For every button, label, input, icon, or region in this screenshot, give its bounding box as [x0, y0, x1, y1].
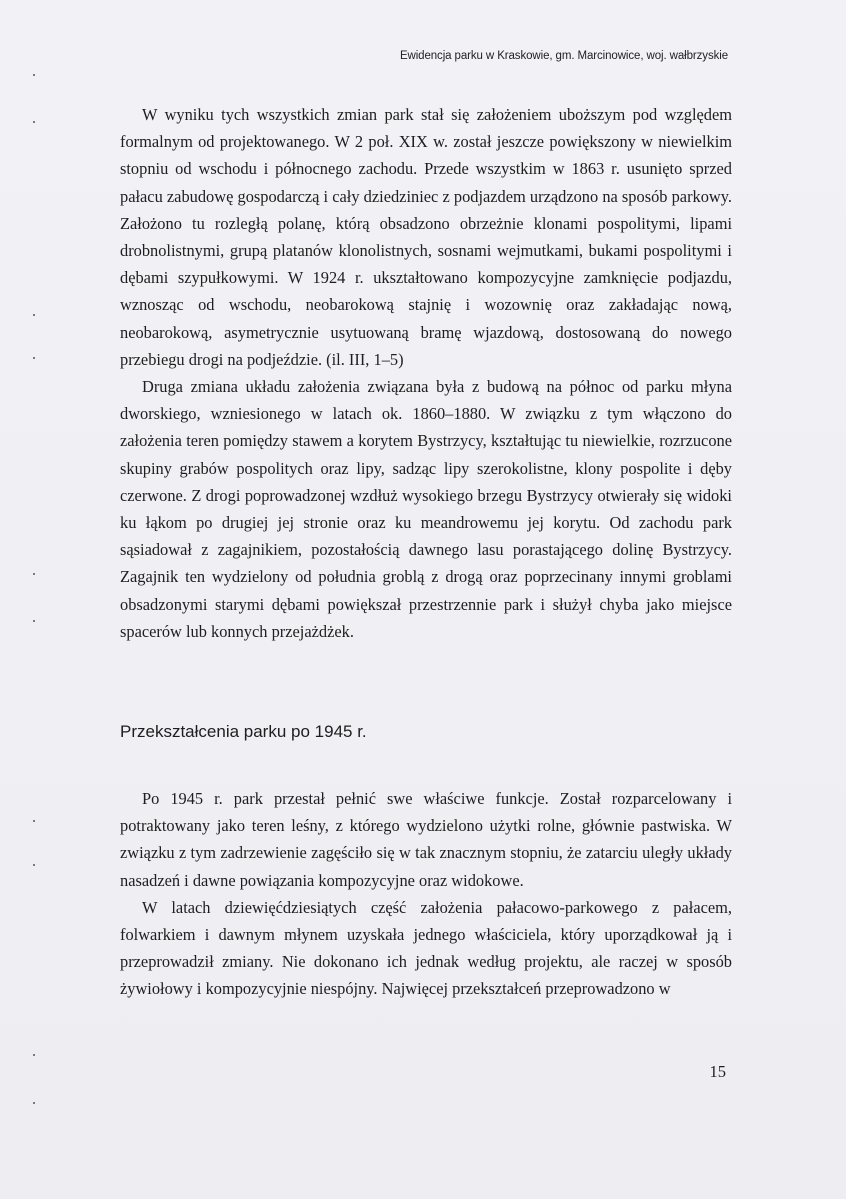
- body-text-section-2: [120, 785, 732, 1003]
- scan-speck: [33, 820, 35, 822]
- section-heading: Przekształcenia parku po 1945 r.: [120, 722, 367, 741]
- scan-speck: [33, 1102, 35, 1104]
- scan-speck: [33, 864, 35, 866]
- scan-speck: [33, 620, 35, 622]
- scan-speck: [33, 573, 35, 575]
- running-header: Ewidencja parku w Kraskowie, gm. Marcinowice, woj. wałbrzyskie: [399, 50, 728, 62]
- body-text-section-1: [120, 101, 732, 645]
- scan-speck: [33, 121, 35, 123]
- paragraph: W latach dziewięćdziesiątych część założenia pałacowo-parkowego z pałacem, folwarkiem i dawnym młynem uzyskała jednego właściciela, który uporządkował ją i przeprowadził zmiany. Nie dokonano ich jednak według projektu, ale raczej w sposób żywiołowy i kompozycyjnie niespójny. Najwięcej przekształceń przeprowadzono w: [120, 897, 732, 999]
- paragraph: Druga zmiana układu założenia związana była z budową na północ od parku młyna dworskiego, wzniesionego w latach ok. 1860–1880. W związku z tym włączono do założenia teren pomiędzy stawem a korytem Bystrzycy, kształtując tu niewielkie, rozrzucone skupiny grabów pospolitych oraz lipy, sadząc lipy szerokolistne, klony pospolite i dęby czerwone. Z drogi poprowadzonej wzdłuż wysokiego brzegu Bystrzycy otwierały się widoki ku łąkom po drugiej jej stronie oraz ku meandrowemu jej korytu. Od zachodu park sąsiadował z zagajnikiem, pozostałością dawnego lasu porastającego dolinę Bystrzycy. Zagajnik ten wydzielony od południa groblą z drogą oraz poprzecinany innymi groblami obsadzonymi starymi dębami powiększał przestrzennie park i służył chyba jako miejsce spacerów lub konnych przejażdżek.: [120, 377, 732, 641]
- paragraph: Po 1945 r. park przestał pełnić swe właściwe funkcje. Został rozparcelowany i potraktowany jako teren leśny, z którego wydzielono użytki rolne, głównie pastwiska. W związku z tym zadrzewienie zagęściło się w tak znacznym stopniu, że zatarciu uległy układy nasadzeń i dawne powiązania kompozycyjne oraz widokowe.: [120, 789, 732, 890]
- page-number: 15: [709, 1062, 726, 1081]
- scan-speck: [33, 314, 35, 316]
- paragraph: W wyniku tych wszystkich zmian park stał się założeniem uboższym pod względem formalnym od projektowanego. W 2 poł. XIX w. został jeszcze powiększony w niewielkim stopniu od wschodu i północnego zachodu. Przede wszystkim w 1863 r. usunięto sprzed pałacu zabudowę gospodarczą i cały dziedziniec z podjazdem urządzono na sposób parkowy. Założono tu rozległą polanę, którą obsadzono obrzeżnie klonami pospolitymi, lipami drobnolistnymi, grupą platanów klonolistnych, sosnami wejmutkami, bukami pospolitymi i dębami szypułkowymi. W 1924 r. ukształtowano kompozycyjne zamknięcie podjazdu, wznosząc od wschodu, neobarokową stajnię i wozownię oraz zakładając nową, neobarokową, asymetrycznie usytuowaną bramę wjazdową, dostosowaną do nowego przebiegu drogi na podjeździe. (il. III, 1–5): [120, 105, 732, 369]
- scan-speck: [33, 357, 35, 359]
- scan-speck: [33, 74, 35, 76]
- scan-speck: [33, 1054, 35, 1056]
